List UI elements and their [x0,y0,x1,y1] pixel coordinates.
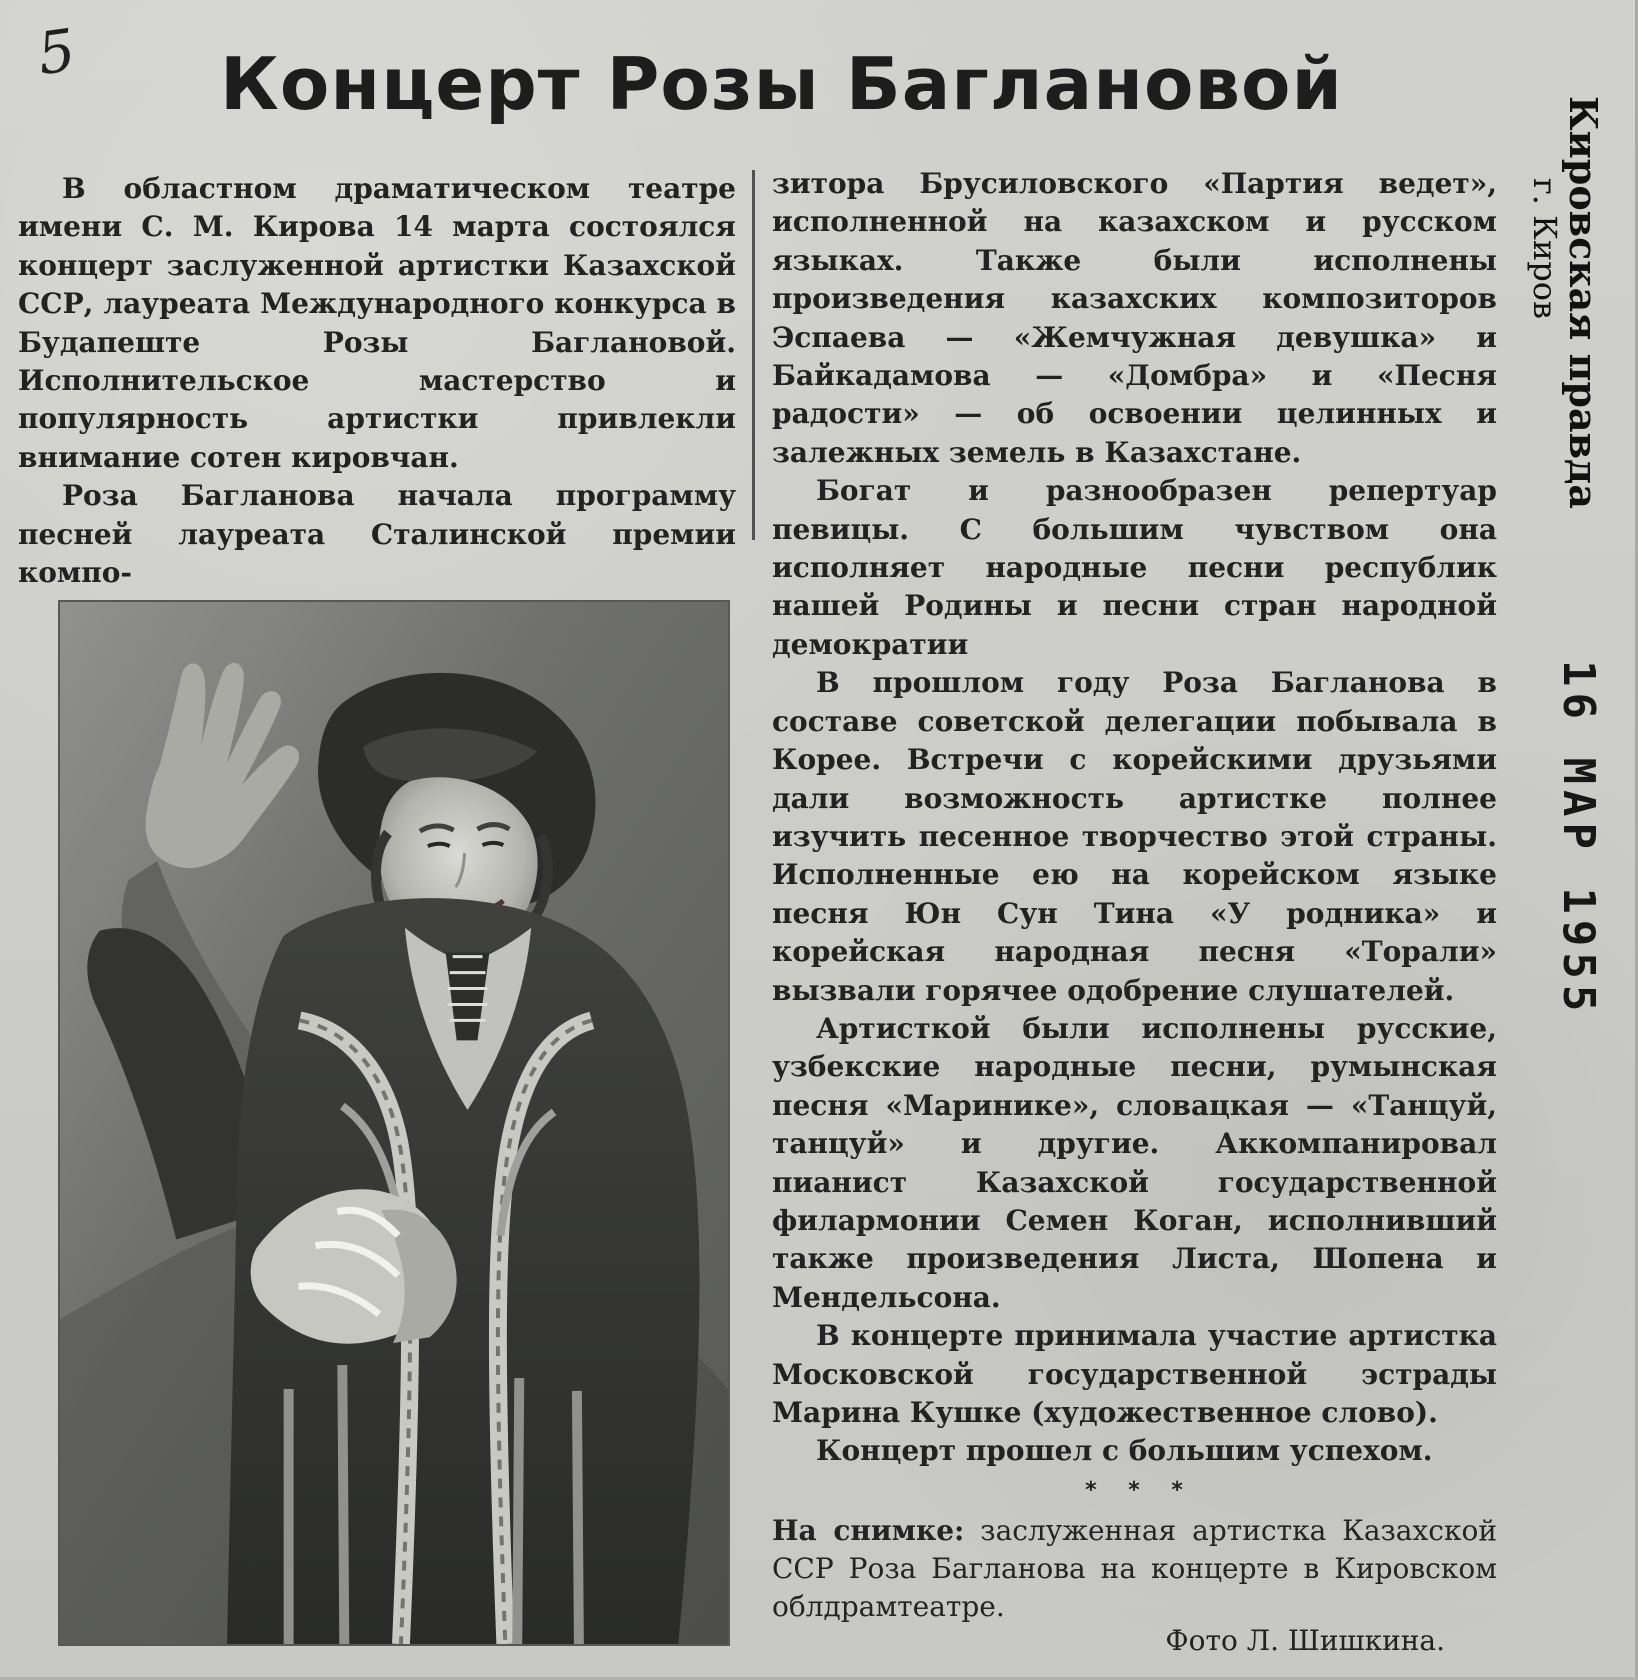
photo-caption [772,1512,1497,1626]
headline: Концерт Розы Баглановой [220,42,1343,126]
date-stamp [1548,660,1618,1060]
photo-caption-body: заслуженная артистка Казахской ССР Роза Багланова на концерте в Кировском облдрамтеатре. [772,1514,1497,1623]
article-paragraph-left-2: Роза Багланова начала программу песней лауреата Сталинской премии компо- [18,479,736,590]
article-paragraph-right-6: Концерт прошел с большим успехом. [816,1434,1433,1468]
page-number: 5 [33,15,80,89]
newspaper-name: Кировская правда [1561,96,1606,509]
article-right-column [772,165,1497,1471]
article-left-column [18,170,736,592]
photo-caption-lead: На снимке: [772,1514,965,1547]
masthead-vertical [1526,96,1630,509]
performer-photo [60,602,728,1644]
article-paragraph-left-1: В областном драматическом театре имени С. М. Кирова 14 марта состоялся концерт заслуженной артистки Казахской ССР, лауреата Международного конкурса в Будапеште Розы Баглановой. Исполнительское мастерство и популярность артистки привлекли внимание сотен кировчан. [18,172,736,474]
article-paragraph-right-4: Артисткой были исполнены русские, узбекские народные песни, румынская песня «Маринике», словацкая — «Танцуй, танцуй» и другие. Аккомпанировал пианист Казахской государственной филармонии Семен Коган, исполнивший также произведения Листа, Шопена и Мендельсона. [772,1011,1497,1314]
article-paragraph-right-5: В концерте принимала участие артистка Московской государственной эстрады Марина Кушке (художественное слово). [772,1319,1497,1429]
photo-credit: Фото Л. Шишкина. [1165,1624,1445,1657]
article-paragraph-right-1: зитора Брусиловского «Партия ведет», исполненной на казахском и русском языках. Также были исполнены произведения казахских композиторов Эспаева — «Жемчужная девушка» и Байкадамова — «Домбра» и «Песня радости» — об освоении целинных и залежных земель в Казахстане. [772,167,1497,469]
column-divider [752,170,755,540]
newspaper-city: г. Киров [1526,178,1564,319]
date-stamp-text: 16 МАР 1955 [1553,660,1604,1018]
photo-frame [58,600,730,1646]
article-paragraph-right-3: В прошлом году Роза Багланова в составе советской делегации побывала в Корее. Встречи с корейскими друзьями дали возможность артистке полнее изучить песенное творчество этой страны. Исполненные ею на корейском языке песня Юн Сун Тина «У родника» и корейская народная песня «Торали» вызвали горячее одобрение слушателей. [772,666,1497,1007]
section-separator: * * * [1085,1478,1195,1503]
article-paragraph-right-2: Богат и разнообразен репертуар певицы. С большим чувством она исполняет народные песни республик нашей Родины и песни стран народной демократии [772,474,1497,661]
